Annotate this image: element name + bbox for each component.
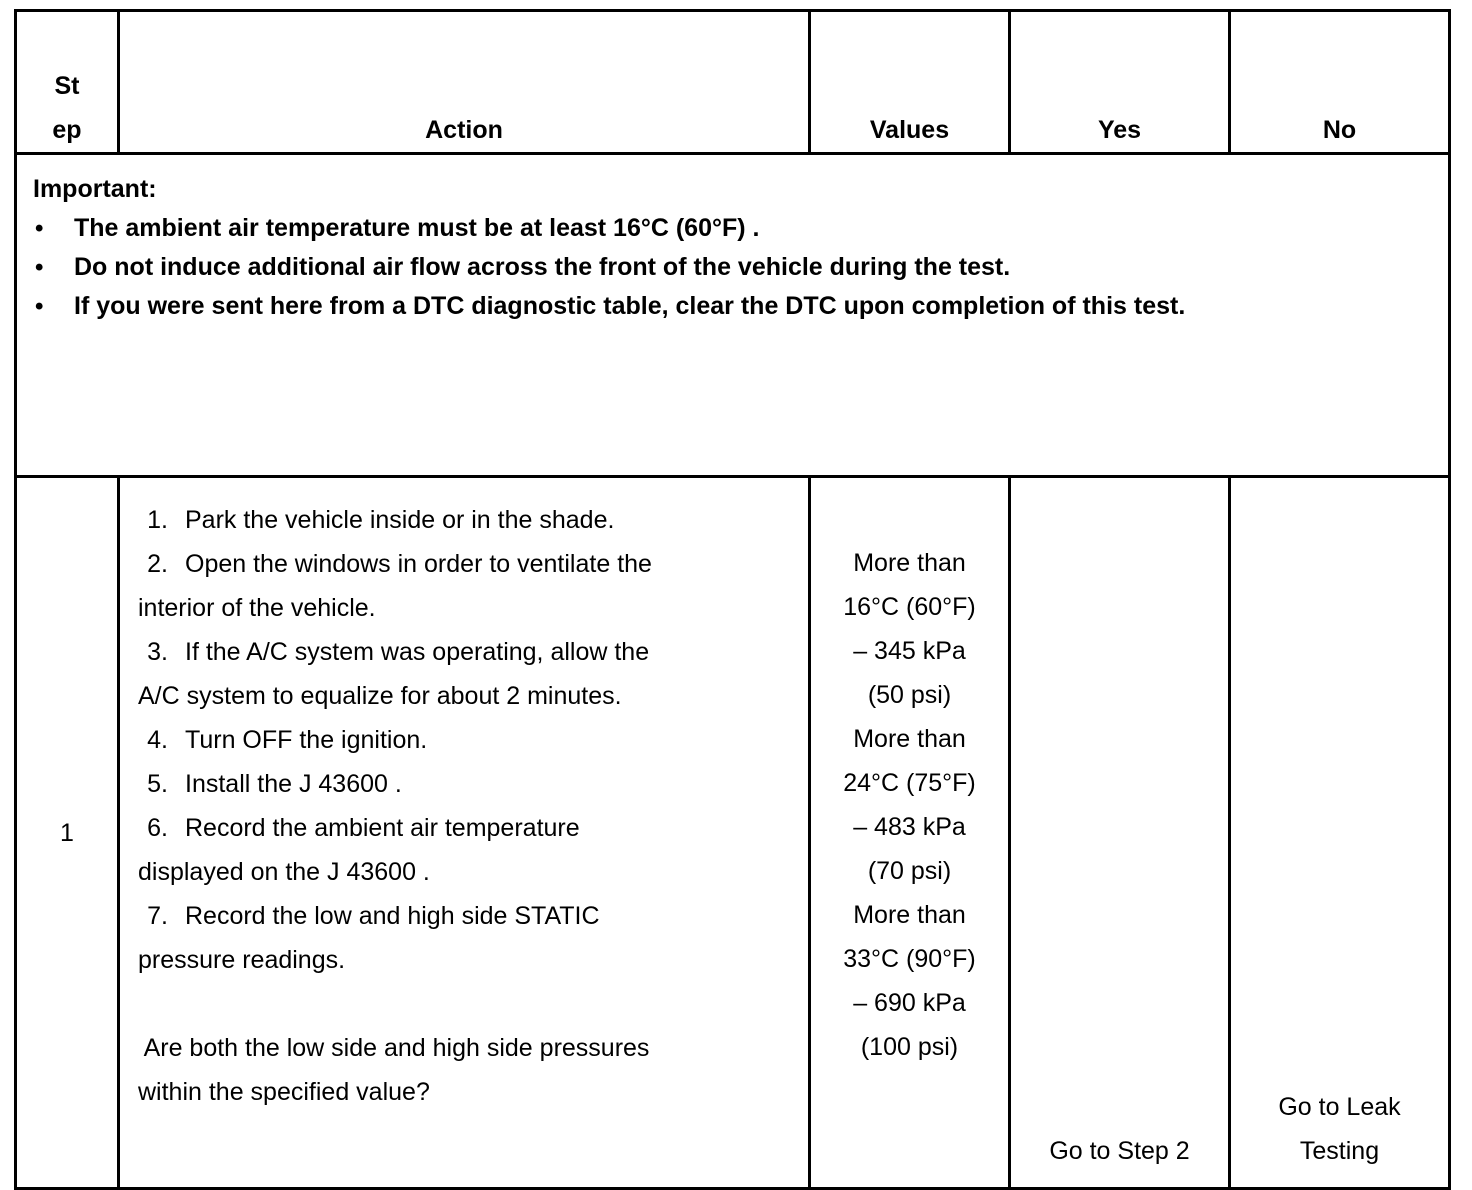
important-bullet: • If you were sent here from a DTC diagnostic table, clear the DTC upon completion of this test. <box>33 287 1432 326</box>
action-list <box>138 498 788 982</box>
yes-cell <box>1010 477 1230 1189</box>
value-line: 24°C (75°F) <box>843 769 976 797</box>
step-row <box>16 477 1450 1189</box>
action-step-number: 5. <box>147 770 168 798</box>
action-step-text: Park the vehicle inside or in the shade. <box>185 506 615 534</box>
question-line: within the specified value? <box>138 1078 430 1106</box>
important-note <box>16 154 1450 477</box>
value-line: More than <box>853 725 966 753</box>
important-bullet: • Do not induce additional air flow across the front of the vehicle during the test. <box>33 248 1432 287</box>
header-step <box>16 11 119 154</box>
action-step-text: Record the ambient air temperature <box>185 814 580 842</box>
action-step-text: displayed on the J 43600 . <box>138 858 430 886</box>
action-step-text: interior of the vehicle. <box>138 594 376 622</box>
action-step-number: 6. <box>147 814 168 842</box>
action-step-number: 3. <box>147 638 168 666</box>
step-number: 1 <box>16 477 119 1189</box>
value-line: More than <box>853 549 966 577</box>
values-list <box>811 541 1008 1069</box>
action-step-text: A/C system to equalize for about 2 minutes. <box>138 682 622 710</box>
header-yes: Yes <box>1010 11 1230 154</box>
value-line: 16°C (60°F) <box>843 593 976 621</box>
value-line: – 345 kPa <box>853 637 966 665</box>
header-action: Action <box>119 11 810 154</box>
values-cell <box>810 477 1010 1189</box>
action-step-line <box>138 674 788 718</box>
question-line: Are both the low side and high side pressures <box>138 1034 650 1062</box>
important-bullet: • The ambient air temperature must be at least 16°C (60°F) . <box>33 209 1432 248</box>
action-step-text: Record the low and high side STATIC <box>185 902 600 930</box>
value-line: (70 psi) <box>867 857 952 885</box>
header-step-line-1: St <box>54 72 80 100</box>
action-step-line <box>138 762 788 806</box>
header-row <box>16 11 1450 154</box>
action-step-line <box>138 938 788 982</box>
no-action-link-line[interactable]: Testing <box>1299 1137 1380 1165</box>
action-step-number: 7. <box>147 902 168 930</box>
header-step-line-2: ep <box>52 116 82 144</box>
action-step-text: Open the windows in order to ventilate the <box>185 550 652 578</box>
action-step-line <box>138 850 788 894</box>
action-step-text: pressure readings. <box>138 946 346 974</box>
action-step-text: Turn OFF the ignition. <box>185 726 428 754</box>
header-no: No <box>1230 11 1450 154</box>
header-values: Values <box>810 11 1010 154</box>
action-step-number: 1. <box>147 506 168 534</box>
value-line: – 690 kPa <box>853 989 966 1017</box>
action-step-line <box>138 498 788 542</box>
important-bullets <box>33 209 1432 326</box>
important-title: Important: <box>33 175 157 203</box>
value-line: – 483 kPa <box>853 813 966 841</box>
action-step-text: If the A/C system was operating, allow the <box>185 638 650 666</box>
action-step-line <box>138 894 788 938</box>
value-line: More than <box>853 901 966 929</box>
action-step-text: Install the J 43600 . <box>185 770 402 798</box>
yes-action-link[interactable]: Go to Step 2 <box>1049 1137 1190 1165</box>
action-step-line <box>138 542 788 586</box>
action-step-number: 2. <box>147 550 168 578</box>
no-cell <box>1230 477 1450 1189</box>
value-line: (100 psi) <box>860 1033 959 1061</box>
value-line: (50 psi) <box>867 681 952 709</box>
action-step-number: 4. <box>147 726 168 754</box>
diagnostic-table <box>14 9 1451 1190</box>
value-line: 33°C (90°F) <box>843 945 976 973</box>
action-step-line <box>138 630 788 674</box>
action-step-line <box>138 806 788 850</box>
action-question <box>138 1026 788 1114</box>
no-action-link-line[interactable]: Go to Leak <box>1278 1093 1401 1121</box>
action-step-line <box>138 718 788 762</box>
important-row <box>16 154 1450 477</box>
action-step-line <box>138 586 788 630</box>
action-cell <box>119 477 810 1189</box>
